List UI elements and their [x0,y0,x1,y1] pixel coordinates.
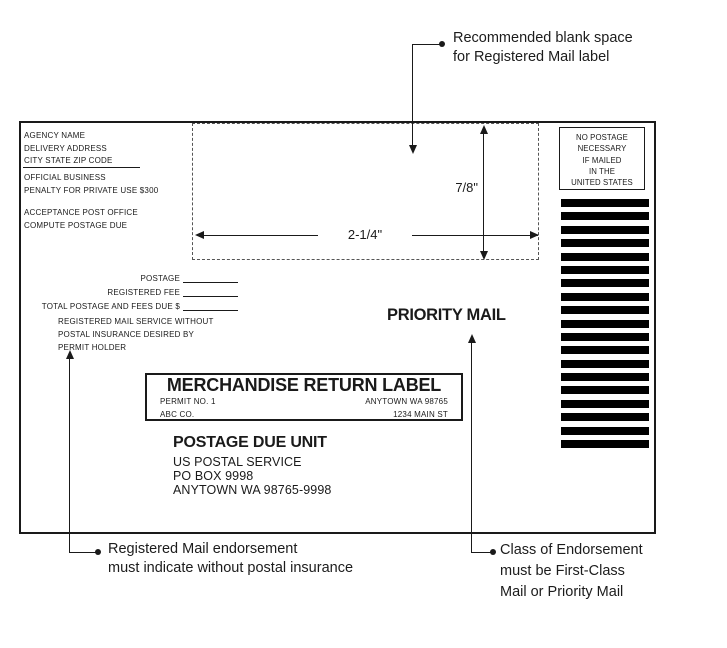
callout-right-connector-h [471,552,491,553]
stamp-bar [561,253,649,261]
envelope-outline [19,121,656,534]
text-line: US POSTAL SERVICE [173,455,302,469]
text-line: ANYTOWN WA 98765-9998 [173,483,332,497]
arrowhead-up-icon [480,125,488,134]
no-postage-box [559,127,645,190]
callout-top-text [453,29,633,67]
fee-blank-line [183,301,238,311]
fee-blank-line [183,287,238,297]
text-line: for Registered Mail label [453,49,610,65]
text-line: Mail or Priority Mail [500,584,624,600]
text-line: ABC CO. [160,409,195,419]
dim-height-line [483,131,484,253]
text-line: CITY STATE ZIP CODE [24,156,113,165]
stamp-bars [561,199,649,448]
text-line: Registered Mail endorsement [108,541,298,557]
permit-info [160,396,216,421]
arrowhead-left-icon [195,231,204,239]
fee-lines [21,269,238,311]
merchandise-return-label-details [147,393,461,421]
acceptance-post-office-block [24,207,138,232]
fee-row-total-due [21,297,238,311]
stamp-bar [561,386,649,394]
text-line: PENALTY FOR PRIVATE USE $300 [24,186,159,195]
text-line: COMPUTE POSTAGE DUE [24,220,128,230]
text-line: Class of Endorsement [500,542,643,558]
stamp-bar [561,293,649,301]
callout-right-connector-v [471,342,472,553]
address-underline [23,167,140,168]
text-line: UNITED STATES [571,178,633,188]
text-line: NECESSARY [577,144,627,154]
text-line: Recommended blank space [453,30,633,46]
text-line: OFFICIAL BUSINESS [24,173,106,182]
stamp-bar [561,440,649,448]
priority-mail-endorsement: PRIORITY MAIL [387,306,506,324]
text-line: ANYTOWN WA 98765 [365,397,448,406]
callout-top-connector-h [412,44,440,45]
postage-due-unit-title: POSTAGE DUE UNIT [173,434,327,451]
callout-left-connector-h [69,552,96,553]
registered-endorsement-block [58,315,214,354]
permit-holder-address [365,396,448,421]
text-line: must be First-Class [500,563,625,579]
stamp-bar [561,333,649,341]
stamp-bar [561,226,649,234]
stamp-bar [561,266,649,274]
text-line: NO POSTAGE [576,133,628,142]
merchandise-return-label-title: MERCHANDISE RETURN LABEL [166,375,442,395]
stamp-bar [561,373,649,381]
fee-label: REGISTERED FEE [107,288,180,297]
callout-top-connector-v [412,44,413,147]
text-line: AGENCY NAME [24,131,86,140]
text-line: POSTAL INSURANCE DESIRED BY [58,330,195,339]
dim-width-label: 2-1/4" [318,227,412,242]
stamp-bar [561,400,649,408]
callout-left-bullet [95,549,101,555]
fee-label: TOTAL POSTAGE AND FEES DUE $ [41,302,180,311]
text-line: PERMIT HOLDER [58,343,127,352]
official-business-block [24,171,158,197]
postage-due-unit-block [173,435,331,497]
fee-row-registered-fee [21,283,238,297]
stamp-bar [561,306,649,314]
callout-right-bullet [490,549,496,555]
text-line: must indicate without postal insurance [108,560,354,576]
stamp-bar [561,413,649,421]
fee-row-postage [21,269,238,283]
stamp-bar [561,427,649,435]
text-line: IN THE [588,166,616,176]
fee-blank-line [183,273,238,283]
stamp-bar [561,346,649,354]
text-line: PO BOX 9998 [173,469,254,483]
stamp-bar [561,199,649,207]
callout-left-connector-v [69,358,70,553]
arrowhead-right-icon [530,231,539,239]
return-address-block [24,130,113,168]
stamp-bar [561,239,649,247]
fee-label: POSTAGE [140,274,180,283]
callout-right-text [500,540,643,603]
text-line: PERMIT NO. 1 [160,397,216,406]
postage-due-unit-address [173,455,331,497]
text-line: IF MAILED [582,155,622,165]
dim-height-label: 7/8" [455,180,478,195]
arrowhead-down-icon [480,251,488,260]
stamp-bar [561,212,649,220]
text-line: DELIVERY ADDRESS [24,143,107,153]
callout-left-text [108,540,353,578]
arrowhead-down-icon [409,145,417,154]
stamp-bar [561,320,649,328]
stamp-bar [561,360,649,368]
text-line: 1234 MAIN ST [393,409,448,419]
text-line: ACCEPTANCE POST OFFICE [24,208,138,217]
stamp-bar [561,279,649,287]
text-line: REGISTERED MAIL SERVICE WITHOUT [58,317,214,326]
merchandise-return-label-box [145,373,463,421]
